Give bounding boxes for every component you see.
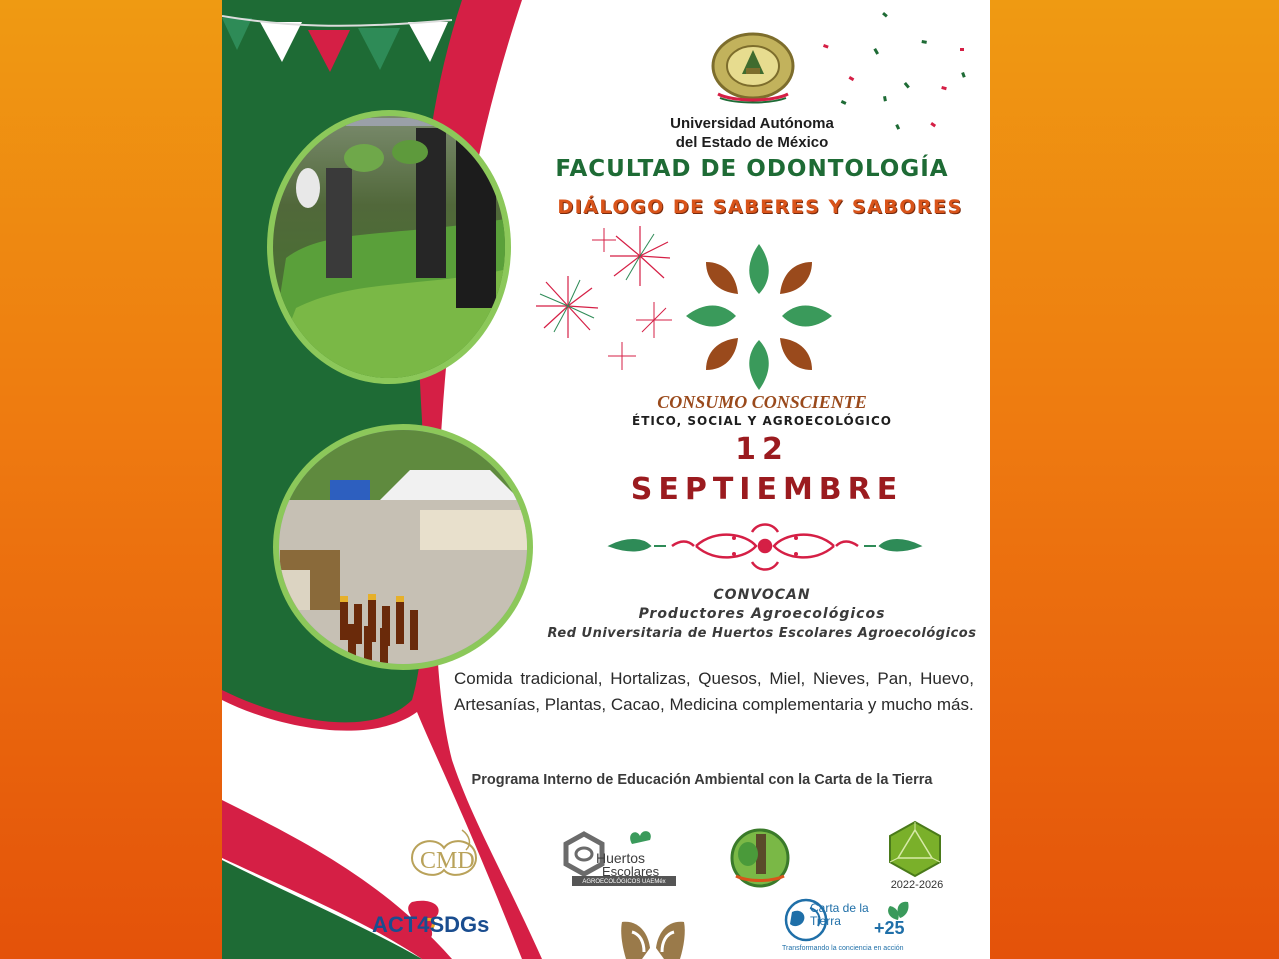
carta-tagline: Transformando la conciencia en acción bbox=[782, 945, 904, 952]
event-poster bbox=[222, 0, 990, 959]
organizers-line2: Red Universitaria de Huertos Escolares Agroecológicos bbox=[547, 626, 977, 641]
huertos-logo-line1: Huertos bbox=[596, 850, 646, 866]
garden-photo bbox=[266, 108, 512, 386]
university-seal bbox=[708, 28, 798, 106]
university-name-line1: Universidad Autónoma bbox=[670, 115, 834, 132]
ornament-divider bbox=[606, 518, 924, 578]
faculty-title: FACULTAD DE ODONTOLOGÍA bbox=[555, 156, 949, 182]
act4sdgs-logo: ACT4SDGs bbox=[372, 912, 490, 937]
event-day: 12 bbox=[735, 432, 789, 467]
huertos-logo-line2: Escolares bbox=[602, 864, 660, 879]
event-month: SEPTIEMBRE bbox=[630, 472, 904, 507]
program-text: Programa Interno de Educación Ambiental con la Carta de la Tierra bbox=[471, 772, 933, 788]
icosahedron-logo bbox=[886, 820, 944, 878]
carta-label: Carta de la Tierra bbox=[810, 901, 869, 928]
event-title: DIÁLOGO DE SABERES Y SABORES bbox=[557, 196, 963, 218]
university-name-line2: del Estado de México bbox=[675, 134, 829, 151]
market-photo bbox=[270, 420, 536, 674]
organizers-line1: Productores Agroecológicos bbox=[638, 606, 886, 622]
years-label: 2022-2026 bbox=[890, 879, 944, 891]
confetti-decoration bbox=[823, 12, 966, 130]
svg-text:CMD: CMD bbox=[420, 848, 475, 874]
fireworks-decoration bbox=[528, 226, 704, 376]
green-garden-logo bbox=[728, 826, 792, 890]
university-name bbox=[642, 114, 862, 152]
huertos-logo-line3: AGROECOLÓGICOS UAEMéx bbox=[582, 879, 666, 885]
carta-plus-label: +25 bbox=[874, 918, 905, 938]
cmd-logo bbox=[406, 828, 484, 888]
leaf-flower-logo bbox=[684, 240, 834, 392]
tagline-main: CONSUMO CONSCIENTE bbox=[657, 392, 867, 412]
bottom-leaf-logo bbox=[618, 918, 688, 959]
tagline-sub: ÉTICO, SOCIAL Y AGROECOLÓGICO bbox=[632, 414, 892, 428]
organizers-heading: CONVOCAN bbox=[713, 587, 811, 603]
products-description: Comida tradicional, Hortalizas, Quesos, Miel, Nieves, Pan, Huevo, Artesanías, Plantas, Cacao, Medicina complementaria y mucho más. bbox=[454, 669, 974, 714]
